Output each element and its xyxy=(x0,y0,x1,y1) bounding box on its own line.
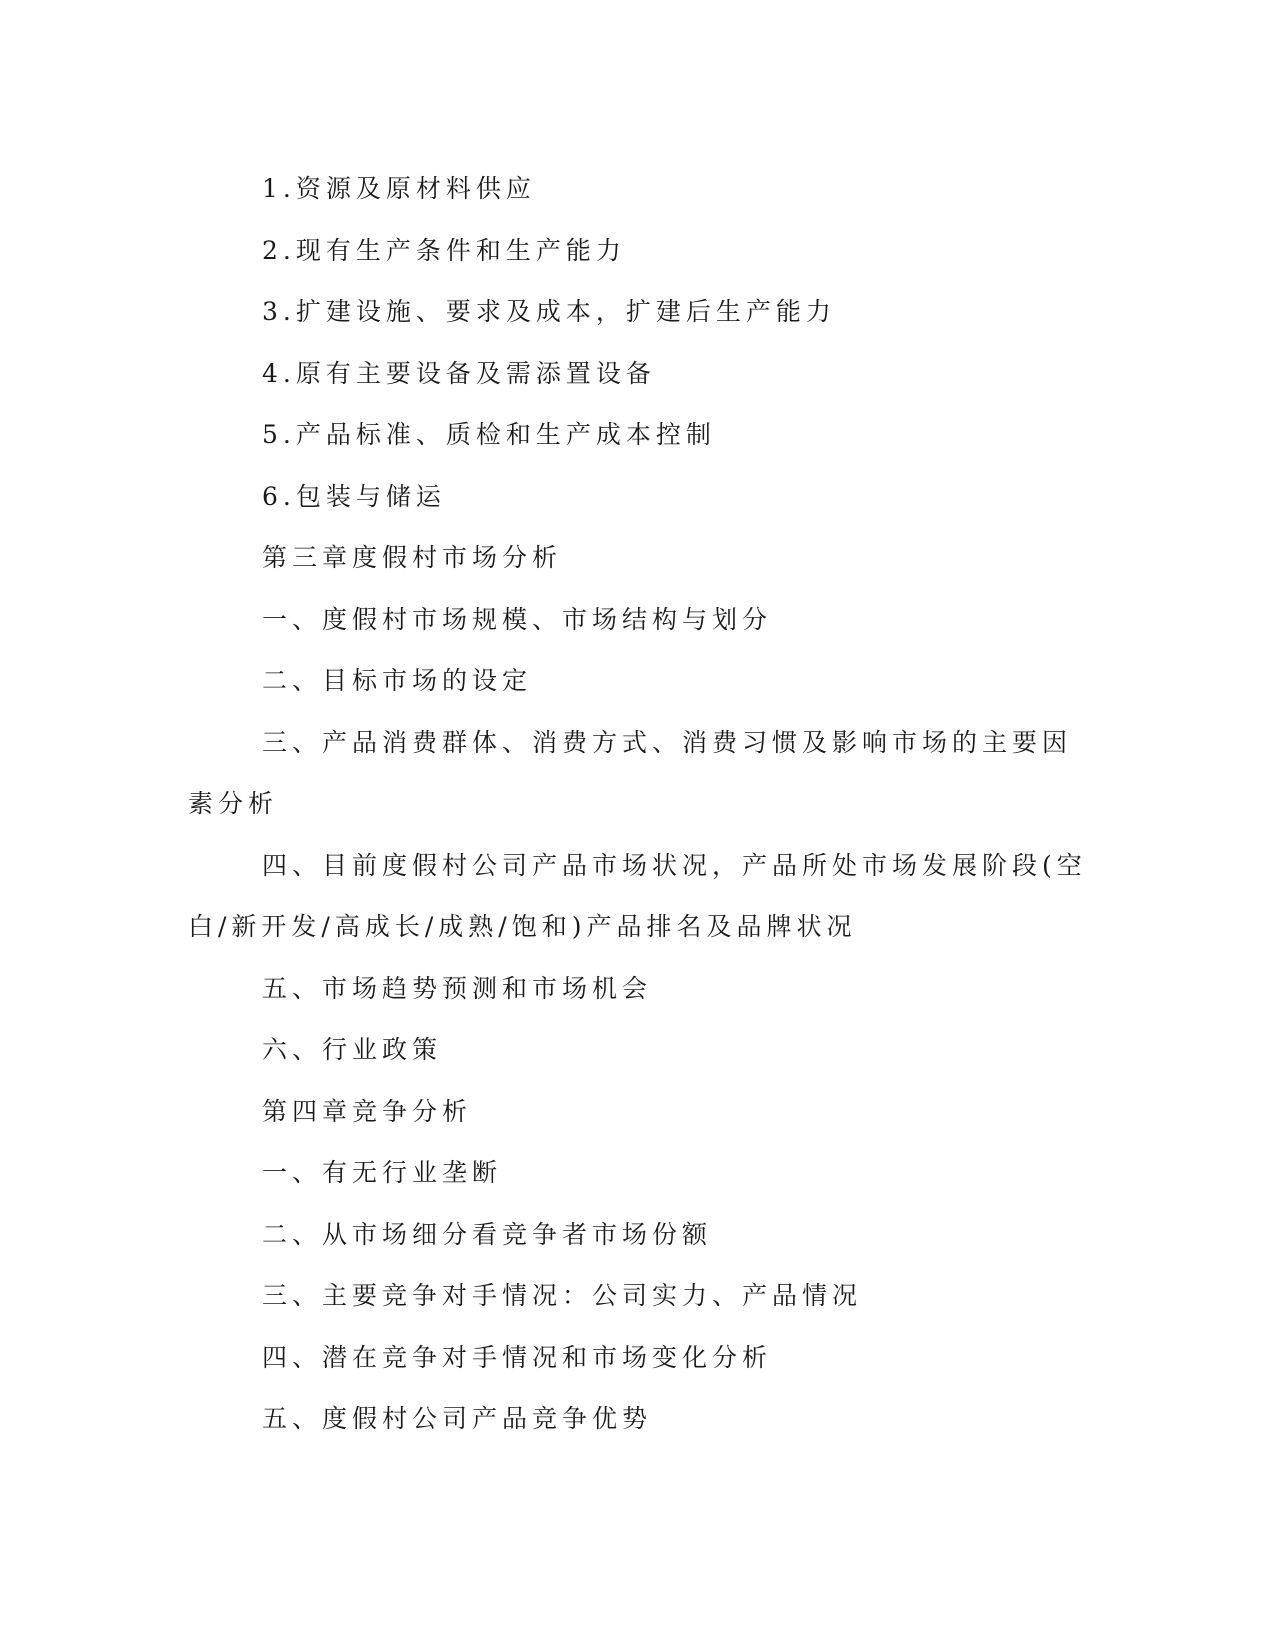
list-item-quality-control: 5.产品标准、质检和生产成本控制 xyxy=(262,420,716,449)
list-item-equipment: 4.原有主要设备及需添置设备 xyxy=(262,358,656,388)
list-item-market-trends: 五、市场趋势预测和市场机会 xyxy=(262,973,653,1003)
list-item-monopoly: 一、有无行业垄断 xyxy=(262,1158,503,1187)
list-item-packaging: 6.包装与储运 xyxy=(262,481,446,511)
chapter-heading-market-analysis: 第三章度假村市场分析 xyxy=(262,543,563,572)
list-item-expansion: 3.扩建设施、要求及成本，扩建后生产能力 xyxy=(262,297,836,326)
list-item-potential-competitors: 四、潜在竞争对手情况和市场变化分析 xyxy=(262,1342,773,1372)
list-item-market-share: 二、从市场细分看竞争者市场份额 xyxy=(262,1219,713,1249)
list-item-competitive-advantage: 五、度假村公司产品竞争优势 xyxy=(262,1404,653,1433)
list-item-consumer-analysis: 三、产品消费群体、消费方式、消费习惯及影响市场的主要因素分析 xyxy=(188,727,1073,818)
list-item-production-conditions: 2.现有生产条件和生产能力 xyxy=(262,235,626,265)
list-item-industry-policy: 六、行业政策 xyxy=(262,1035,443,1064)
chapter-heading-competition: 第四章竞争分析 xyxy=(262,1096,473,1126)
list-item-market-status: 四、目前度假村公司产品市场状况，产品所处市场发展阶段(空白/新开发/高成长/成熟/饱和)产品排名及品牌状况 xyxy=(188,850,1087,941)
list-item-target-market: 二、目标市场的设定 xyxy=(262,666,533,695)
list-item-market-scale: 一、度假村市场规模、市场结构与划分 xyxy=(262,604,773,634)
list-item-main-competitors: 三、主要竞争对手情况：公司实力、产品情况 xyxy=(262,1281,863,1310)
document-body xyxy=(188,158,1088,1450)
list-item-resources: 1.资源及原材料供应 xyxy=(262,174,536,203)
